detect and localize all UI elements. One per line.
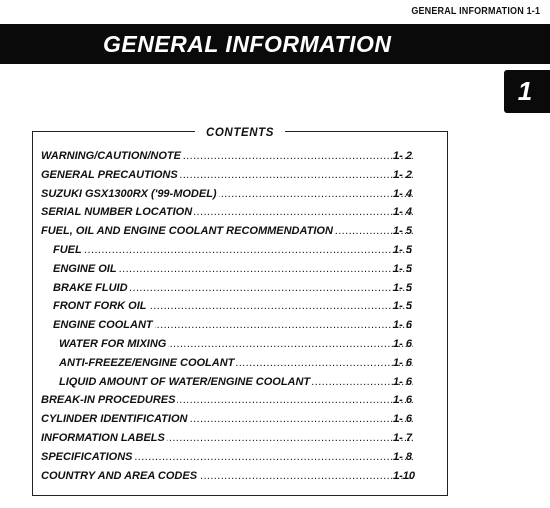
toc-entry-page: 1- 6 [393, 338, 412, 350]
toc-entry-page: 1- 6 [393, 413, 412, 425]
toc-entry[interactable] [53, 260, 413, 278]
toc-entry-page: 1- 5 [393, 225, 412, 237]
toc-entry[interactable] [59, 335, 413, 353]
toc-entry[interactable] [41, 203, 413, 221]
toc-entry-label: SPECIFICATIONS [41, 448, 134, 466]
toc-entry-label: FUEL, OIL AND ENGINE COOLANT RECOMMENDATION [41, 222, 335, 240]
running-head: GENERAL INFORMATION 1-1 [411, 6, 540, 17]
toc-entry[interactable] [41, 222, 413, 240]
title-bar [0, 24, 550, 64]
toc-entry-label: ANTI-FREEZE/ENGINE COOLANT [59, 354, 236, 372]
toc-entry-label: WARNING/CAUTION/NOTE [41, 147, 183, 165]
toc-entry[interactable] [53, 316, 413, 334]
toc-entry-label: GENERAL PRECAUTIONS [41, 166, 180, 184]
toc-entry[interactable] [59, 373, 413, 391]
dot-leader [53, 241, 413, 259]
toc-entry-page: 1- 5 [393, 282, 412, 294]
toc-entry[interactable] [41, 410, 413, 428]
toc-entry-page: 1- 6 [393, 357, 412, 369]
toc-entry[interactable] [41, 185, 413, 203]
toc-entry[interactable] [41, 467, 413, 485]
toc-entry-page: 1- 5 [393, 263, 412, 275]
toc-entry[interactable] [41, 429, 413, 447]
toc-entry-page: 1- 5 [393, 300, 412, 312]
toc-entry[interactable] [53, 241, 413, 259]
toc-entry-label: FUEL [53, 241, 84, 259]
contents-heading-wrap [33, 123, 447, 141]
section-tab [504, 70, 550, 113]
toc-entry[interactable] [41, 147, 413, 165]
toc-entry[interactable] [53, 279, 413, 297]
toc-entry-page: 1- 6 [393, 376, 412, 388]
contents-heading: CONTENTS [195, 127, 285, 139]
toc-entry-label: ENGINE COOLANT [53, 316, 155, 334]
toc-entry-label: WATER FOR MIXING [59, 335, 168, 353]
toc-entry-page: 1- 2 [393, 169, 412, 181]
toc-entry-label: INFORMATION LABELS [41, 429, 167, 447]
contents-box [32, 127, 448, 496]
toc-entry[interactable] [41, 448, 413, 466]
toc-entry-page: 1- 5 [393, 244, 412, 256]
toc-entry-label: BREAK-IN PROCEDURES [41, 391, 177, 409]
section-number: 1 [517, 76, 533, 106]
toc-entry-page: 1- 6 [393, 319, 412, 331]
toc-entry-page: 1- 6 [393, 394, 412, 406]
toc-entry-label: ENGINE OIL [53, 260, 119, 278]
toc-entry-page: 1- 8 [393, 451, 412, 463]
page-title: GENERAL INFORMATION [103, 31, 392, 57]
toc-entry[interactable] [41, 391, 413, 409]
toc-entry-page: 1- 4 [393, 206, 412, 218]
toc-entry[interactable] [53, 297, 413, 315]
toc-entry-page: 1- 2 [393, 150, 412, 162]
toc-entry-label: SUZUKI GSX1300RX ('99-MODEL) [41, 185, 219, 203]
toc-entry-page: 1- 4 [393, 188, 412, 200]
toc-entry[interactable] [41, 166, 413, 184]
toc-entry-page: 1-10 [393, 470, 416, 482]
toc-entry-label: FRONT FORK OIL [53, 297, 149, 315]
toc-entry-label: COUNTRY AND AREA CODES [41, 467, 199, 485]
toc-entry-label: CYLINDER IDENTIFICATION [41, 410, 189, 428]
toc-entry-label: LIQUID AMOUNT OF WATER/ENGINE COOLANT [59, 373, 312, 391]
toc-entry-label: BRAKE FLUID [53, 279, 130, 297]
toc-entry-label: SERIAL NUMBER LOCATION [41, 203, 194, 221]
toc-entry[interactable] [59, 354, 413, 372]
toc-entry-page: 1- 7 [393, 432, 412, 444]
